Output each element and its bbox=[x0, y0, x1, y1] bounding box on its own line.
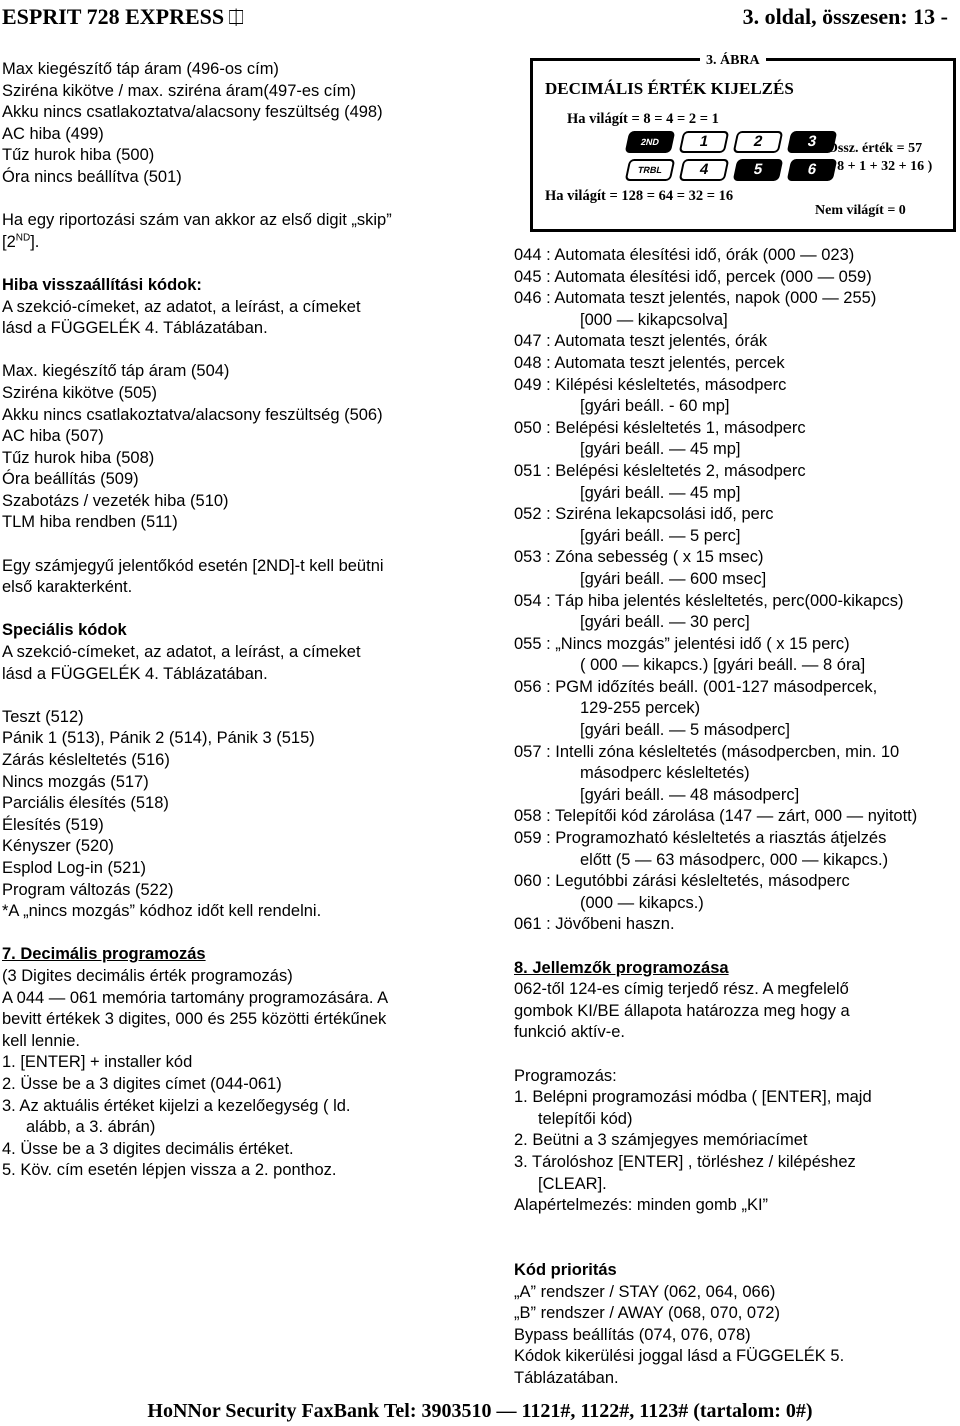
text-line bbox=[2, 772, 472, 794]
line-text: Program változás (522) bbox=[2, 880, 174, 899]
text-line bbox=[2, 297, 472, 319]
text-line bbox=[2, 124, 472, 146]
line-text: alább, a 3. ábrán) bbox=[26, 1118, 156, 1137]
page-info: 3. oldal, összesen: 13 - bbox=[742, 4, 948, 29]
text-line bbox=[2, 1139, 472, 1161]
text-line bbox=[2, 167, 472, 189]
keypad-key: 1 bbox=[679, 131, 730, 153]
line-text-suffix: ]. bbox=[30, 232, 40, 251]
line-text: 054 : Táp hiba jelentés késleltetés, perc(000-kikapcs) bbox=[514, 591, 904, 610]
line-text: 061 : Jövőbeni haszn. bbox=[514, 915, 675, 934]
line-text: 053 : Zóna sebesség ( x 15 msec) bbox=[514, 548, 764, 567]
text-line bbox=[514, 331, 960, 353]
line-text: Ha egy riportozási szám van akkor az első digit „skip” bbox=[2, 211, 392, 230]
line-text: lásd a FÜGGELÉK 4. Táblázatában. bbox=[2, 319, 268, 338]
text-line bbox=[514, 655, 960, 677]
text-line bbox=[514, 1260, 960, 1282]
text-line bbox=[514, 979, 960, 1001]
text-line bbox=[2, 944, 472, 966]
line-text: Teszt (512) bbox=[2, 707, 84, 726]
text-line bbox=[2, 664, 472, 686]
text-line bbox=[2, 1074, 472, 1096]
line-text: kell lennie. bbox=[2, 1031, 80, 1050]
line-text: [gyári beáll. — 5 perc] bbox=[580, 526, 741, 545]
text-line bbox=[514, 634, 960, 656]
text-line bbox=[514, 483, 960, 505]
line-text: előtt (5 — 63 másodperc, 000 — kikapcs.) bbox=[580, 850, 889, 869]
keypad-key: 3 bbox=[787, 131, 838, 153]
line-text: Kód prioritás bbox=[514, 1260, 617, 1279]
line-text: 059 : Programozható késleltetés a riasztás átjelzés bbox=[514, 829, 887, 848]
text-line bbox=[2, 102, 472, 124]
text-line bbox=[514, 288, 960, 310]
line-text: 050 : Belépési késleltetés 1, másodperc bbox=[514, 418, 806, 437]
line-text: 4. Üsse be a 3 digites decimális értéket. bbox=[2, 1139, 294, 1158]
text-line bbox=[514, 893, 960, 915]
line-text: lásd a FÜGGELÉK 4. Táblázatában. bbox=[2, 664, 268, 683]
text-line bbox=[514, 375, 960, 397]
text-line bbox=[2, 880, 472, 902]
line-text: 052 : Sziréna lekapcsolási idő, perc bbox=[514, 505, 774, 524]
text-line bbox=[514, 1130, 960, 1152]
line-text: 044 : Automata élesítési idő, órák (000 — 023) bbox=[514, 246, 855, 264]
text-line bbox=[2, 275, 472, 297]
line-text: Akku nincs csatlakoztatva/alacsony feszültség (506) bbox=[2, 405, 383, 424]
text-line bbox=[514, 677, 960, 699]
line-text: (000 — kikapcs.) bbox=[580, 893, 704, 912]
line-text: [2 bbox=[2, 232, 16, 251]
line-text: Programozás: bbox=[514, 1066, 617, 1085]
text-line bbox=[2, 836, 472, 858]
line-text: Parciális élesítés (518) bbox=[2, 794, 169, 813]
spacer bbox=[2, 923, 472, 945]
line-text: Akku nincs csatlakoztatva/alacsony feszültség (498) bbox=[2, 103, 383, 122]
line-text: Tűz hurok hiba (500) bbox=[2, 146, 155, 165]
line-text: Sziréna kikötve (505) bbox=[2, 383, 157, 402]
line-text: [CLEAR]. bbox=[538, 1174, 607, 1193]
figure-sum-formula: ( 8 + 1 + 32 + 16 ) bbox=[829, 159, 933, 174]
text-line bbox=[514, 806, 960, 828]
text-line bbox=[514, 785, 960, 807]
text-line bbox=[514, 1303, 960, 1325]
text-line bbox=[514, 763, 960, 785]
text-line bbox=[514, 914, 960, 936]
text-line bbox=[2, 1009, 472, 1031]
line-text: 1. Belépni programozási módba ( [ENTER], majd bbox=[514, 1088, 872, 1107]
line-text: 046 : Automata teszt jelentés, napok (000 — 255) bbox=[514, 289, 877, 308]
line-text: A szekció-címeket, az adatot, a leírást, a címeket bbox=[2, 643, 361, 662]
line-text: 2. Üsse be a 3 digites címet (044-061) bbox=[2, 1074, 282, 1093]
line-text: [gyári beáll. — 45 mp] bbox=[580, 440, 741, 459]
line-text: 051 : Belépési késleltetés 2, másodperc bbox=[514, 461, 806, 480]
text-line bbox=[514, 1346, 960, 1368]
text-line bbox=[514, 569, 960, 591]
text-line bbox=[2, 988, 472, 1010]
logo-icon: ⎅ bbox=[228, 7, 245, 29]
keypad-key: TRBL bbox=[625, 159, 676, 181]
keypad-key: 2 bbox=[733, 131, 784, 153]
line-text: A szekció-címeket, az adatot, a leírást, a címeket bbox=[2, 297, 361, 316]
line-text: „B” rendszer / AWAY (068, 070, 072) bbox=[514, 1304, 780, 1323]
line-text: 056 : PGM időzítés beáll. (001-127 másodpercek, bbox=[514, 677, 878, 696]
text-line bbox=[2, 318, 472, 340]
line-text: 049 : Kilépési késleltetés, másodperc bbox=[514, 375, 787, 394]
line-text: 045 : Automata élesítési idő, percek (000 — 059) bbox=[514, 267, 872, 286]
line-text: másodperc késleltetés) bbox=[580, 764, 750, 783]
text-line bbox=[2, 728, 472, 750]
text-line bbox=[2, 793, 472, 815]
line-text: A 044 — 061 memória tartomány programozására. A bbox=[2, 988, 389, 1007]
text-line bbox=[514, 828, 960, 850]
text-line bbox=[2, 815, 472, 837]
spacer bbox=[2, 253, 472, 275]
line-text: *A „nincs mozgás” kódhoz időt kell rendelni. bbox=[2, 902, 322, 921]
text-line bbox=[514, 547, 960, 569]
text-line bbox=[514, 720, 960, 742]
line-text: 062-től 124-es címig terjedő rész. A megfelelő bbox=[514, 980, 849, 999]
line-text: Élesítés (519) bbox=[2, 815, 104, 834]
line-text: Hiba visszaállítási kódok: bbox=[2, 275, 202, 294]
text-line bbox=[2, 405, 472, 427]
text-line bbox=[514, 1174, 960, 1196]
text-line bbox=[2, 750, 472, 772]
line-text: Sziréna kikötve / max. sziréna áram(497-es cím) bbox=[2, 81, 356, 100]
line-text: 057 : Intelli zóna késleltetés (másodpercben, min. 10 bbox=[514, 742, 900, 761]
text-line bbox=[514, 396, 960, 418]
text-line bbox=[514, 418, 960, 440]
line-text: telepítői kód) bbox=[538, 1109, 633, 1128]
line-text: AC hiba (507) bbox=[2, 427, 104, 446]
keypad-key: 5 bbox=[733, 159, 784, 181]
line-text: 2. Beütni a 3 számjegyes memóriacímet bbox=[514, 1131, 808, 1150]
line-text: 3. Tárolóshoz [ENTER] , törléshez / kilépéshez bbox=[514, 1152, 856, 1171]
line-text: funkció aktív-e. bbox=[514, 1023, 625, 1042]
text-line bbox=[2, 232, 472, 254]
text-line bbox=[514, 310, 960, 332]
line-text: 8. Jellemzők programozása bbox=[514, 958, 729, 977]
line-text: Alapértelmezés: minden gomb „KI” bbox=[514, 1196, 769, 1215]
line-text: Kódok kikerülési joggal lásd a FÜGGELÉK 5. bbox=[514, 1347, 845, 1366]
keypad-key: 2ND bbox=[625, 131, 676, 153]
line-text: Bypass beállítás (074, 076, 078) bbox=[514, 1325, 751, 1344]
spacer bbox=[2, 599, 472, 621]
line-text: ( 000 — kikapcs.) [gyári beáll. — 8 óra] bbox=[580, 656, 866, 675]
line-text: 3. Az aktuális értéket kijelzi a kezelőegység ( ld. bbox=[2, 1096, 351, 1115]
figure-caption: 3. ÁBRA bbox=[700, 53, 766, 69]
text-line bbox=[514, 1282, 960, 1304]
text-line bbox=[2, 59, 472, 81]
text-line bbox=[2, 858, 472, 880]
line-text: [000 — kikapcsolva] bbox=[580, 310, 728, 329]
line-text: [gyári beáll. — 5 másodperc] bbox=[580, 721, 791, 740]
text-line bbox=[2, 620, 472, 642]
line-text: Pánik 1 (513), Pánik 2 (514), Pánik 3 (515) bbox=[2, 729, 315, 748]
keypad-key: 6 bbox=[787, 159, 838, 181]
spacer bbox=[514, 1217, 960, 1239]
line-text: gombok KI/BE állapota határozza meg hogy a bbox=[514, 1001, 850, 1020]
text-line bbox=[514, 353, 960, 375]
text-line bbox=[514, 526, 960, 548]
text-line bbox=[2, 469, 472, 491]
spacer bbox=[2, 189, 472, 211]
line-text: bevitt értékek 3 digites, 000 és 255 közötti értékűnek bbox=[2, 1010, 387, 1029]
line-text: 055 : „Nincs mozgás” jelentési idő ( x 15 perc) bbox=[514, 634, 850, 653]
text-line bbox=[2, 901, 472, 923]
line-text: 1. [ENTER] + installer kód bbox=[2, 1053, 193, 1072]
line-text: 5. Köv. cím esetén lépjen vissza a 2. ponthoz. bbox=[2, 1161, 337, 1180]
text-line bbox=[514, 850, 960, 872]
text-line bbox=[2, 556, 472, 578]
line-text: 060 : Legutóbbi zárási késleltetés, másodperc bbox=[514, 872, 850, 891]
text-line bbox=[514, 1325, 960, 1347]
text-line bbox=[2, 1160, 472, 1182]
text-line bbox=[2, 1052, 472, 1074]
line-text: (3 Digites decimális érték programozás) bbox=[2, 966, 293, 985]
text-line bbox=[2, 361, 472, 383]
spacer bbox=[2, 685, 472, 707]
line-text: 129-255 percek) bbox=[580, 699, 701, 718]
figure-off-label: Nem világít = 0 bbox=[815, 203, 906, 218]
text-line bbox=[2, 512, 472, 534]
line-text: Óra nincs beállítva (501) bbox=[2, 167, 182, 186]
line-text: [gyári beáll. — 45 mp] bbox=[580, 483, 741, 502]
line-text: [gyári beáll. — 30 perc] bbox=[580, 613, 750, 632]
text-line bbox=[2, 1117, 472, 1139]
line-text: AC hiba (499) bbox=[2, 124, 104, 143]
text-line bbox=[2, 491, 472, 513]
text-line bbox=[514, 439, 960, 461]
text-line bbox=[514, 1087, 960, 1109]
text-line bbox=[514, 698, 960, 720]
figure-bottom-row: Ha világít = 128 = 64 = 32 = 16 bbox=[545, 188, 734, 204]
decimal-display-figure bbox=[530, 58, 956, 232]
line-text: 058 : Telepítői kód zárolása (147 — zárt, 000 — nyitott) bbox=[514, 807, 918, 826]
line-text: Nincs mozgás (517) bbox=[2, 772, 149, 791]
text-line bbox=[514, 958, 960, 980]
figure-title: DECIMÁLIS ÉRTÉK KIJELZÉS bbox=[545, 79, 794, 98]
text-line bbox=[514, 1066, 960, 1088]
line-text: Egy számjegyű jelentőkód esetén [2ND]-t kell beütni bbox=[2, 556, 384, 575]
text-line bbox=[514, 1195, 960, 1217]
line-text: 7. Decimális programozás bbox=[2, 945, 206, 964]
page-footer: HoNNor Security FaxBank Tel: 3903510 — 1121#, 1122#, 1123# (tartalom: 0#) bbox=[147, 1400, 813, 1422]
line-text: Óra beállítás (509) bbox=[2, 470, 139, 489]
line-text: Zárás késleltetés (516) bbox=[2, 751, 170, 769]
text-line bbox=[2, 81, 472, 103]
line-text: első karakterként. bbox=[2, 578, 133, 597]
text-line bbox=[2, 210, 472, 232]
text-line bbox=[2, 448, 472, 470]
line-text: „A” rendszer / STAY (062, 064, 066) bbox=[514, 1282, 776, 1301]
text-line bbox=[514, 742, 960, 764]
spacer bbox=[2, 340, 472, 362]
text-line bbox=[2, 1031, 472, 1053]
spacer bbox=[514, 1238, 960, 1260]
text-line bbox=[514, 245, 960, 267]
spacer bbox=[2, 534, 472, 556]
document-title: ESPRIT 728 EXPRESS ⎅ bbox=[2, 4, 245, 29]
text-line bbox=[2, 1096, 472, 1118]
text-line bbox=[514, 871, 960, 893]
text-line bbox=[514, 1022, 960, 1044]
text-line bbox=[2, 145, 472, 167]
text-line bbox=[2, 577, 472, 599]
text-line bbox=[2, 642, 472, 664]
superscript: ND bbox=[15, 232, 31, 244]
text-line bbox=[514, 1109, 960, 1131]
text-line bbox=[2, 383, 472, 405]
right-column bbox=[514, 245, 960, 1389]
line-text: TLM hiba rendben (511) bbox=[2, 513, 178, 532]
text-line bbox=[514, 591, 960, 613]
line-text: 048 : Automata teszt jelentés, percek bbox=[514, 353, 785, 372]
keypad-key: 4 bbox=[679, 159, 730, 181]
text-line bbox=[2, 707, 472, 729]
figure-top-row: Ha világít = 8 = 4 = 2 = 1 bbox=[567, 111, 719, 127]
line-text: Esplod Log-in (521) bbox=[2, 858, 147, 877]
text-line bbox=[514, 1001, 960, 1023]
line-text: Tűz hurok hiba (508) bbox=[2, 448, 155, 467]
line-text: [gyári beáll. — 600 msec] bbox=[580, 569, 767, 588]
text-line bbox=[514, 267, 960, 289]
text-line bbox=[514, 612, 960, 634]
text-line bbox=[514, 1368, 960, 1390]
line-text: [gyári beáll. - 60 mp] bbox=[580, 397, 730, 416]
line-text: [gyári beáll. — 48 másodperc] bbox=[580, 785, 800, 804]
spacer bbox=[514, 1044, 960, 1066]
text-line bbox=[2, 426, 472, 448]
text-line bbox=[514, 504, 960, 526]
text-line bbox=[2, 966, 472, 988]
line-text: Szabotázs / vezeték hiba (510) bbox=[2, 491, 229, 510]
spacer bbox=[514, 936, 960, 958]
left-column bbox=[2, 59, 472, 1182]
line-text: Kényszer (520) bbox=[2, 837, 114, 856]
line-text: 047 : Automata teszt jelentés, órák bbox=[514, 332, 768, 351]
text-line bbox=[514, 461, 960, 483]
line-text: Speciális kódok bbox=[2, 621, 127, 640]
line-text: Max. kiegészítő táp áram (504) bbox=[2, 362, 230, 381]
line-text: Max kiegészítő táp áram (496-os cím) bbox=[2, 60, 279, 78]
text-line bbox=[514, 1152, 960, 1174]
figure-sum-label: Össz. érték = 57 bbox=[827, 141, 923, 156]
line-text: Táblázatában. bbox=[514, 1368, 619, 1387]
